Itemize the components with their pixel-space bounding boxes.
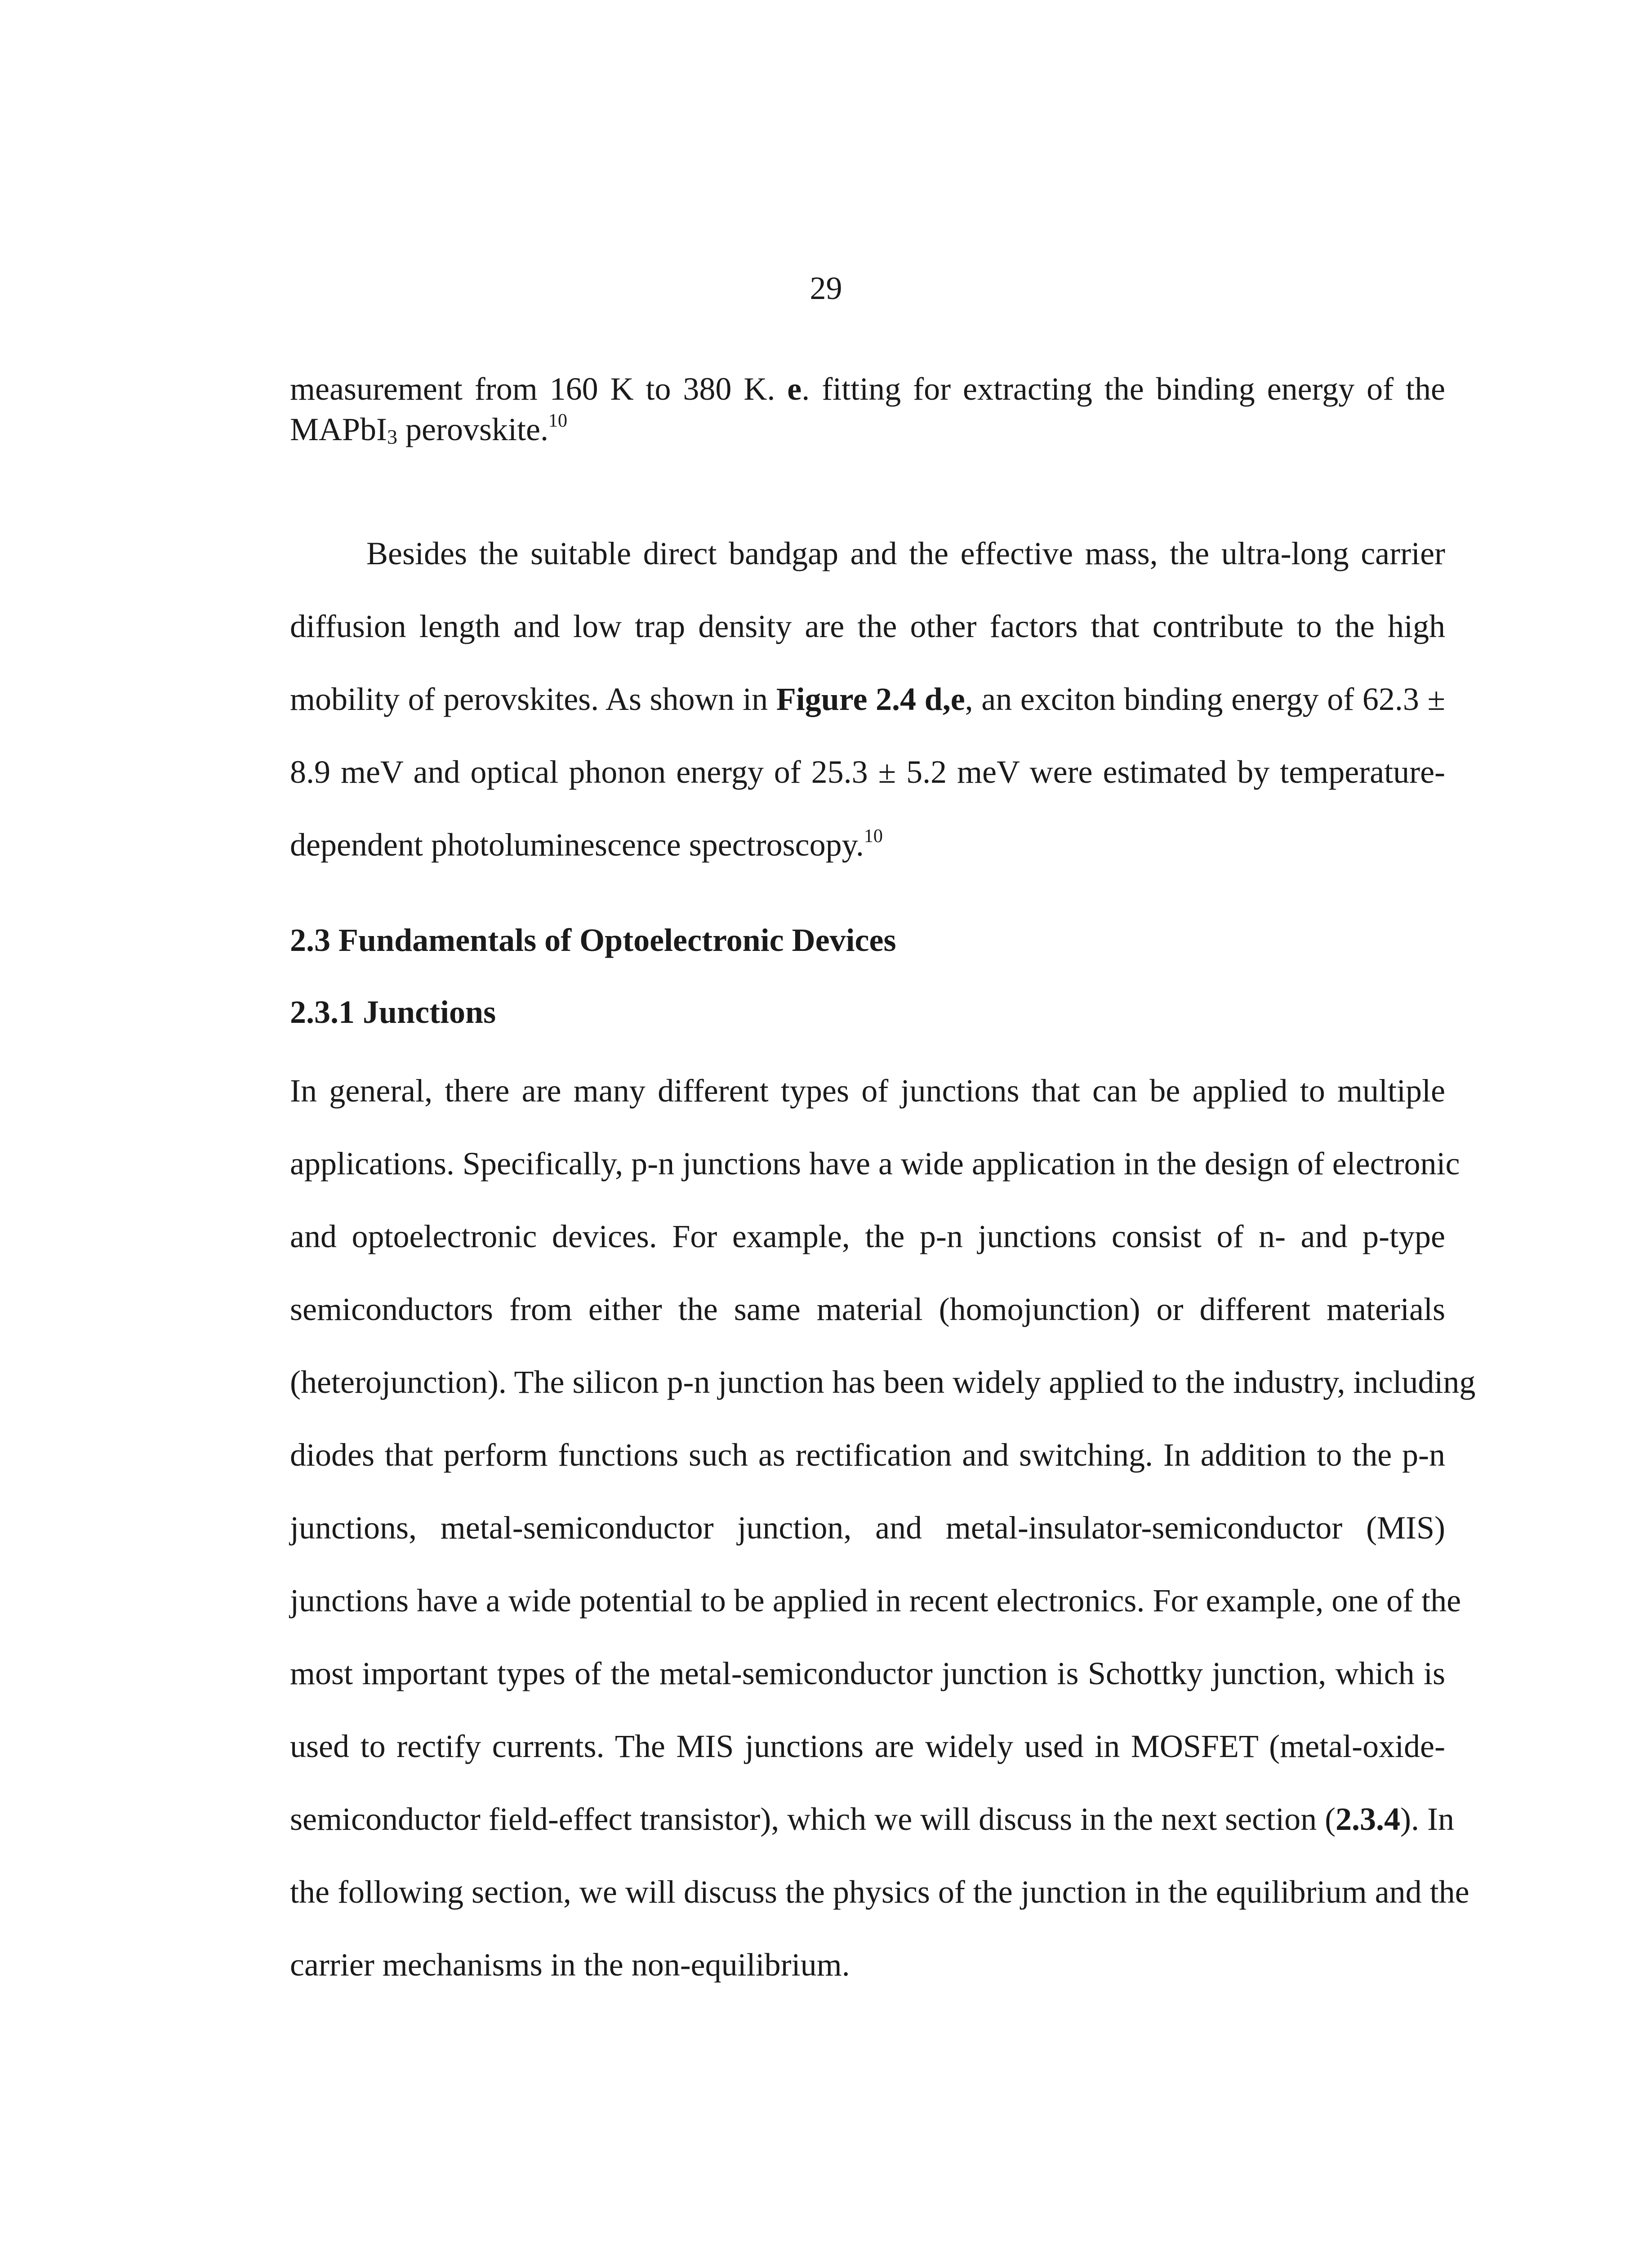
paragraph-line: (heterojunction). The silicon p-n junction has been widely applied to the industry, including — [290, 1364, 1476, 1400]
figure-reference: Figure 2.4 d,e — [776, 681, 965, 717]
citation-superscript: 10 — [864, 826, 883, 847]
paragraph-line: diffusion length and low trap density are the other factors that contribute to the high — [290, 608, 1445, 644]
body-paragraph-perovskite-mobility — [290, 517, 1445, 881]
paragraph-line: junctions have a wide potential to be applied in recent electronics. For example, one of the — [290, 1583, 1461, 1619]
caption-line: MAPbI$_3$ perovskite.$^{10}$ — [290, 410, 567, 448]
paragraph-line: and optoelectronic devices. For example, the p-n junctions consist of n- and p-type — [290, 1218, 1445, 1254]
paragraph-line: In general, there are many different types of junctions that can be applied to multiple — [290, 1073, 1445, 1109]
paragraph-line: semiconductor field-effect transistor), which we will discuss in the next section (2.3.4). In — [290, 1801, 1454, 1837]
paragraph-line: semiconductors from either the same material (homojunction) or different materials — [290, 1291, 1445, 1327]
body-paragraph-junctions — [290, 1054, 1476, 2001]
page-number: 29 — [810, 270, 842, 306]
paragraph-line: diodes that perform functions such as rectification and switching. In addition to the p-n — [290, 1437, 1445, 1473]
section-reference: 2.3.4 — [1336, 1801, 1401, 1837]
paragraph-line: most important types of the metal-semiconductor junction is Schottky junction, which is — [290, 1655, 1445, 1691]
paragraph-line: carrier mechanisms in the non-equilibrium. — [290, 1947, 850, 1983]
paragraph-line: the following section, we will discuss the physics of the junction in the equilibrium and the — [290, 1874, 1469, 1910]
subsection-heading: 2.3.1 Junctions — [290, 994, 496, 1030]
paragraph-line: junctions, metal-semiconductor junction, and metal-insulator-semiconductor (MIS) — [290, 1510, 1445, 1546]
paragraph-line: mobility of perovskites. As shown in Figure 2.4 d,e, an exciton binding energy of 62.3 ± — [290, 681, 1446, 717]
paragraph-line: applications. Specifically, p-n junctions have a wide application in the design of electronic — [290, 1146, 1460, 1182]
paragraph-line: dependent photoluminescence spectroscopy.$^{10}$ — [290, 826, 883, 863]
figure-caption-continuation — [290, 369, 1445, 450]
caption-line: measurement from 160 K to 380 K. e. fitting for extracting the binding energy of the — [290, 371, 1445, 407]
section-heading: 2.3 Fundamentals of Optoelectronic Devices — [290, 922, 896, 958]
paragraph-line: used to rectify currents. The MIS junctions are widely used in MOSFET (metal-oxide- — [290, 1728, 1445, 1764]
paragraph-line: Besides the suitable direct bandgap and the effective mass, the ultra-long carrier — [366, 535, 1445, 571]
paragraph-line: 8.9 meV and optical phonon energy of 25.3 ± 5.2 meV were estimated by temperature- — [290, 754, 1445, 790]
citation-superscript: 10 — [548, 410, 567, 431]
